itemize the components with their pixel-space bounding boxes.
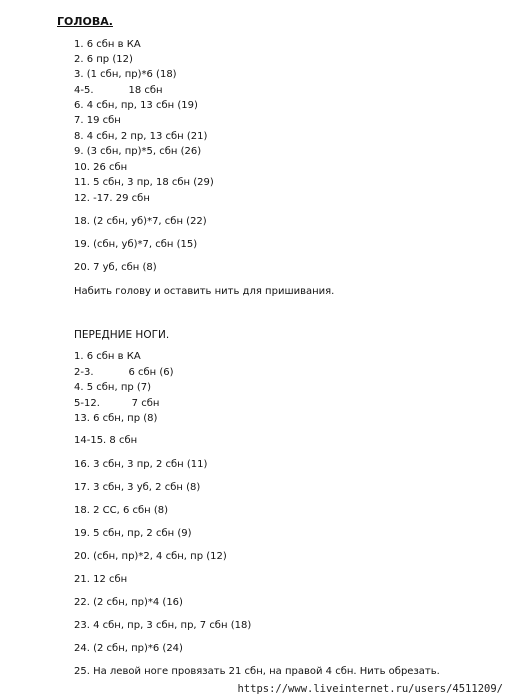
leg-row-6: 14-15. 8 сбн <box>74 435 138 446</box>
leg-row-15: 24. (2 сбн, пр)*6 (24) <box>74 643 183 654</box>
leg-row-11: 20. (сбн, пр)*2, 4 сбн, пр (12) <box>74 551 227 562</box>
leg-row-8: 17. 3 сбн, 3 уб, 2 сбн (8) <box>74 482 201 493</box>
leg-row-12: 21. 12 сбн <box>74 574 128 585</box>
leg-row-3: 4. 5 сбн, пр (7) <box>74 382 152 393</box>
leg-row-7: 16. 3 сбн, 3 пр, 2 сбн (11) <box>74 459 208 470</box>
leg-row-1: 1. 6 сбн в КА <box>74 351 141 362</box>
leg-row-14: 23. 4 сбн, пр, 3 сбн, пр, 7 сбн (18) <box>74 620 252 631</box>
leg-row-16: 25. На левой ноге провязать 21 сбн, на правой 4 сбн. Нить обрезать. <box>74 666 440 677</box>
head-row-10: 11. 5 сбн, 3 пр, 18 сбн (29) <box>74 177 214 188</box>
head-row-13: 19. (сбн, уб)*7, сбн (15) <box>74 239 198 250</box>
head-note: Набить голову и оставить нить для пришивания. <box>74 286 335 297</box>
head-row-2: 2. 6 пр (12) <box>74 54 133 65</box>
leg-row-9: 18. 2 СС, 6 сбн (8) <box>74 505 169 516</box>
head-row-7: 8. 4 сбн, 2 пр, 13 сбн (21) <box>74 131 208 142</box>
head-row-8: 9. (3 сбн, пр)*5, сбн (26) <box>74 146 202 157</box>
leg-row-2: 2-3. 6 сбн (6) <box>74 367 174 378</box>
leg-row-13: 22. (2 сбн, пр)*4 (16) <box>74 597 183 608</box>
leg-row-4: 5-12. 7 сбн <box>74 398 160 409</box>
leg-row-5: 13. 6 сбн, пр (8) <box>74 413 158 424</box>
section-heading-head: ГОЛОВА. <box>57 15 113 28</box>
head-row-12: 18. (2 сбн, уб)*7, сбн (22) <box>74 216 207 227</box>
head-row-4: 4-5. 18 сбн <box>74 85 163 96</box>
leg-row-10: 19. 5 сбн, пр, 2 сбн (9) <box>74 528 192 539</box>
section-heading-legs: ПЕРЕДНИЕ НОГИ. <box>74 329 170 341</box>
source-url-link[interactable]: https://www.liveinternet.ru/users/4511209/ <box>237 683 503 695</box>
head-row-1: 1. 6 сбн в КА <box>74 39 141 50</box>
head-row-14: 20. 7 уб, сбн (8) <box>74 262 157 273</box>
head-row-11: 12. -17. 29 сбн <box>74 193 150 204</box>
head-row-9: 10. 26 сбн <box>74 162 128 173</box>
head-row-5: 6. 4 сбн, пр, 13 сбн (19) <box>74 100 198 111</box>
head-row-6: 7. 19 сбн <box>74 115 121 126</box>
head-row-3: 3. (1 сбн, пр)*6 (18) <box>74 69 177 80</box>
